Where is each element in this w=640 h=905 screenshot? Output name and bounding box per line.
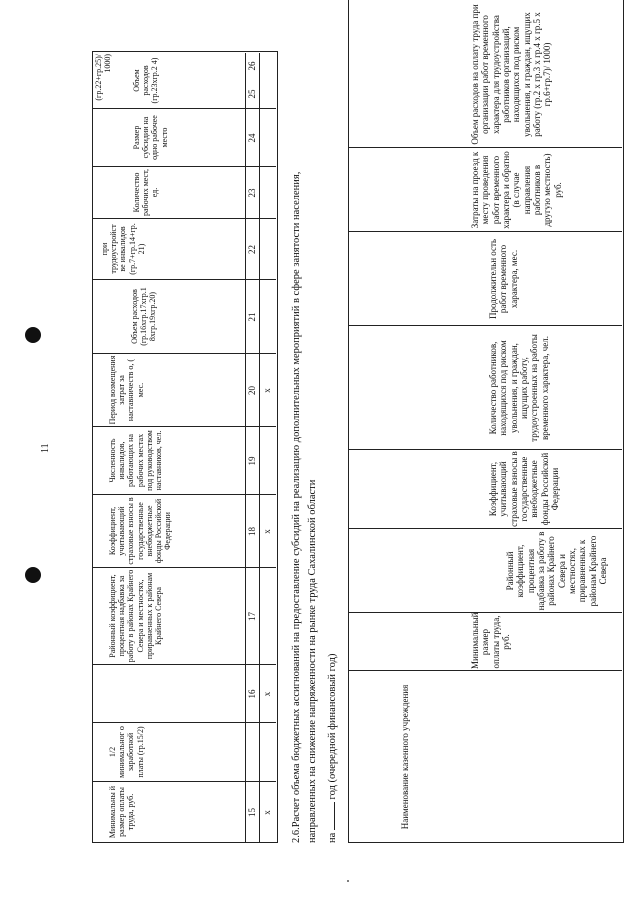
lower-col-insurance-coef: Коэффициент, учитывающий страховые взносы в государственные внебюджетные фонды Российской Федерации [488,451,561,527]
col-num-26: 26 [247,61,257,71]
col-num-25: 25 [247,89,257,99]
col-24-header: Размер субсидии на одно рабочее место [132,115,169,160]
col-num-18: 18 [247,527,257,536]
lower-col-workers-count: Количество работников, находящихся под риском увольнения, и граждан, ищущих работу, трудоустроенных на работы временного характера, чел. [488,334,550,442]
col-num-21: 21 [247,312,257,322]
col-17-header: Районный коэффициент, процентная надбавка за работу в районах Крайнего Севера и местностях, приравненных к районам Крайнего Севера [108,569,163,663]
lower-col-total: Объем расходов на оплату труда при организации работ временного характера для трудоустройства работников организаций, находящихся под риском увольнения, и граждан, ищущих работу (гр.2 х гр.3 х гр.4 х гр.5 х гр.6+гр.7)/ 1000) [470,4,553,145]
lower-col-min-wage: Минимальный размер оплаты труда, руб. [470,612,512,669]
col-num-23: 23 [247,188,257,198]
col-23-header: Количество рабочих мест, ед. [132,169,160,216]
col-21-header: Объем расходов (гр.16хгр.17хгр.1 8хгр.19хгр.20) [130,287,158,346]
col-15-header: Минимальны й размер оплаты труда, руб. [108,785,136,839]
col-num-19: 19 [247,456,257,466]
col-25-header: Объем расходов (гр.23хгр.2 4) [132,57,160,104]
page-number: 11 [40,443,51,453]
col-20-header: Период возмещения затрат за наставничеств о, ( мес. [108,355,145,425]
lower-col-travel-costs: Затраты на проезд к месту проведения работ временного характера и обратно (в случае направления работников в другую местность) руб. [470,151,563,229]
col-19-header: Численность инвалидов, работающих на рабочих местах под руководством наставников, чел. [108,430,163,491]
col-num-22: 22 [247,245,257,254]
col-18-header: Коэффициент, учитывающий страховые взносы в государственные внебюджетные фонды Российской Федерации [108,497,173,565]
section-title-line2: направленных на снижение напряженности на рынке труда Сахалинской области [307,479,318,843]
col-num-15: 15 [247,808,257,817]
col-num-24: 24 [247,133,257,143]
col-18-value: x [262,529,272,534]
year-suffix: год (очередной финансовый год) [327,653,338,800]
year-prefix: на [327,832,338,843]
col-20-value: x [262,388,272,393]
col-16-header: 1/2 минимальног о заработной платы (гр.15/2) [108,726,145,778]
col-num-16: 16 [247,689,257,699]
col-15-value: x [262,810,272,815]
year-line [325,654,340,843]
lower-col-duration: Продолжительн ость работ временного характера, мес. [488,238,519,320]
col-26-header: (гр.22+гр.25)/ 1000) [94,54,113,101]
lower-col-regional-coef: Районный коэффициент, процентная надбавка за работу в районах Крайнего Севера и местностях, приравненных к районам Крайнего Севера [505,531,609,611]
col-16-value: x [262,691,272,697]
lower-col-institution: Наименование казенного учреждения [400,684,410,830]
col-num-17: 17 [247,612,257,621]
col-22-header: при трудоустройст ве инвалидов (гр.7+гр.14+гр. 21) [100,223,146,275]
col-num-20: 20 [247,386,257,395]
year-blank [325,802,335,830]
section-title-line1: 2.6.Расчет объема бюджетных ассигнований на предоставление субсидий на реализацию дополнительных мероприятий в сфере занятости населения, [291,171,302,843]
